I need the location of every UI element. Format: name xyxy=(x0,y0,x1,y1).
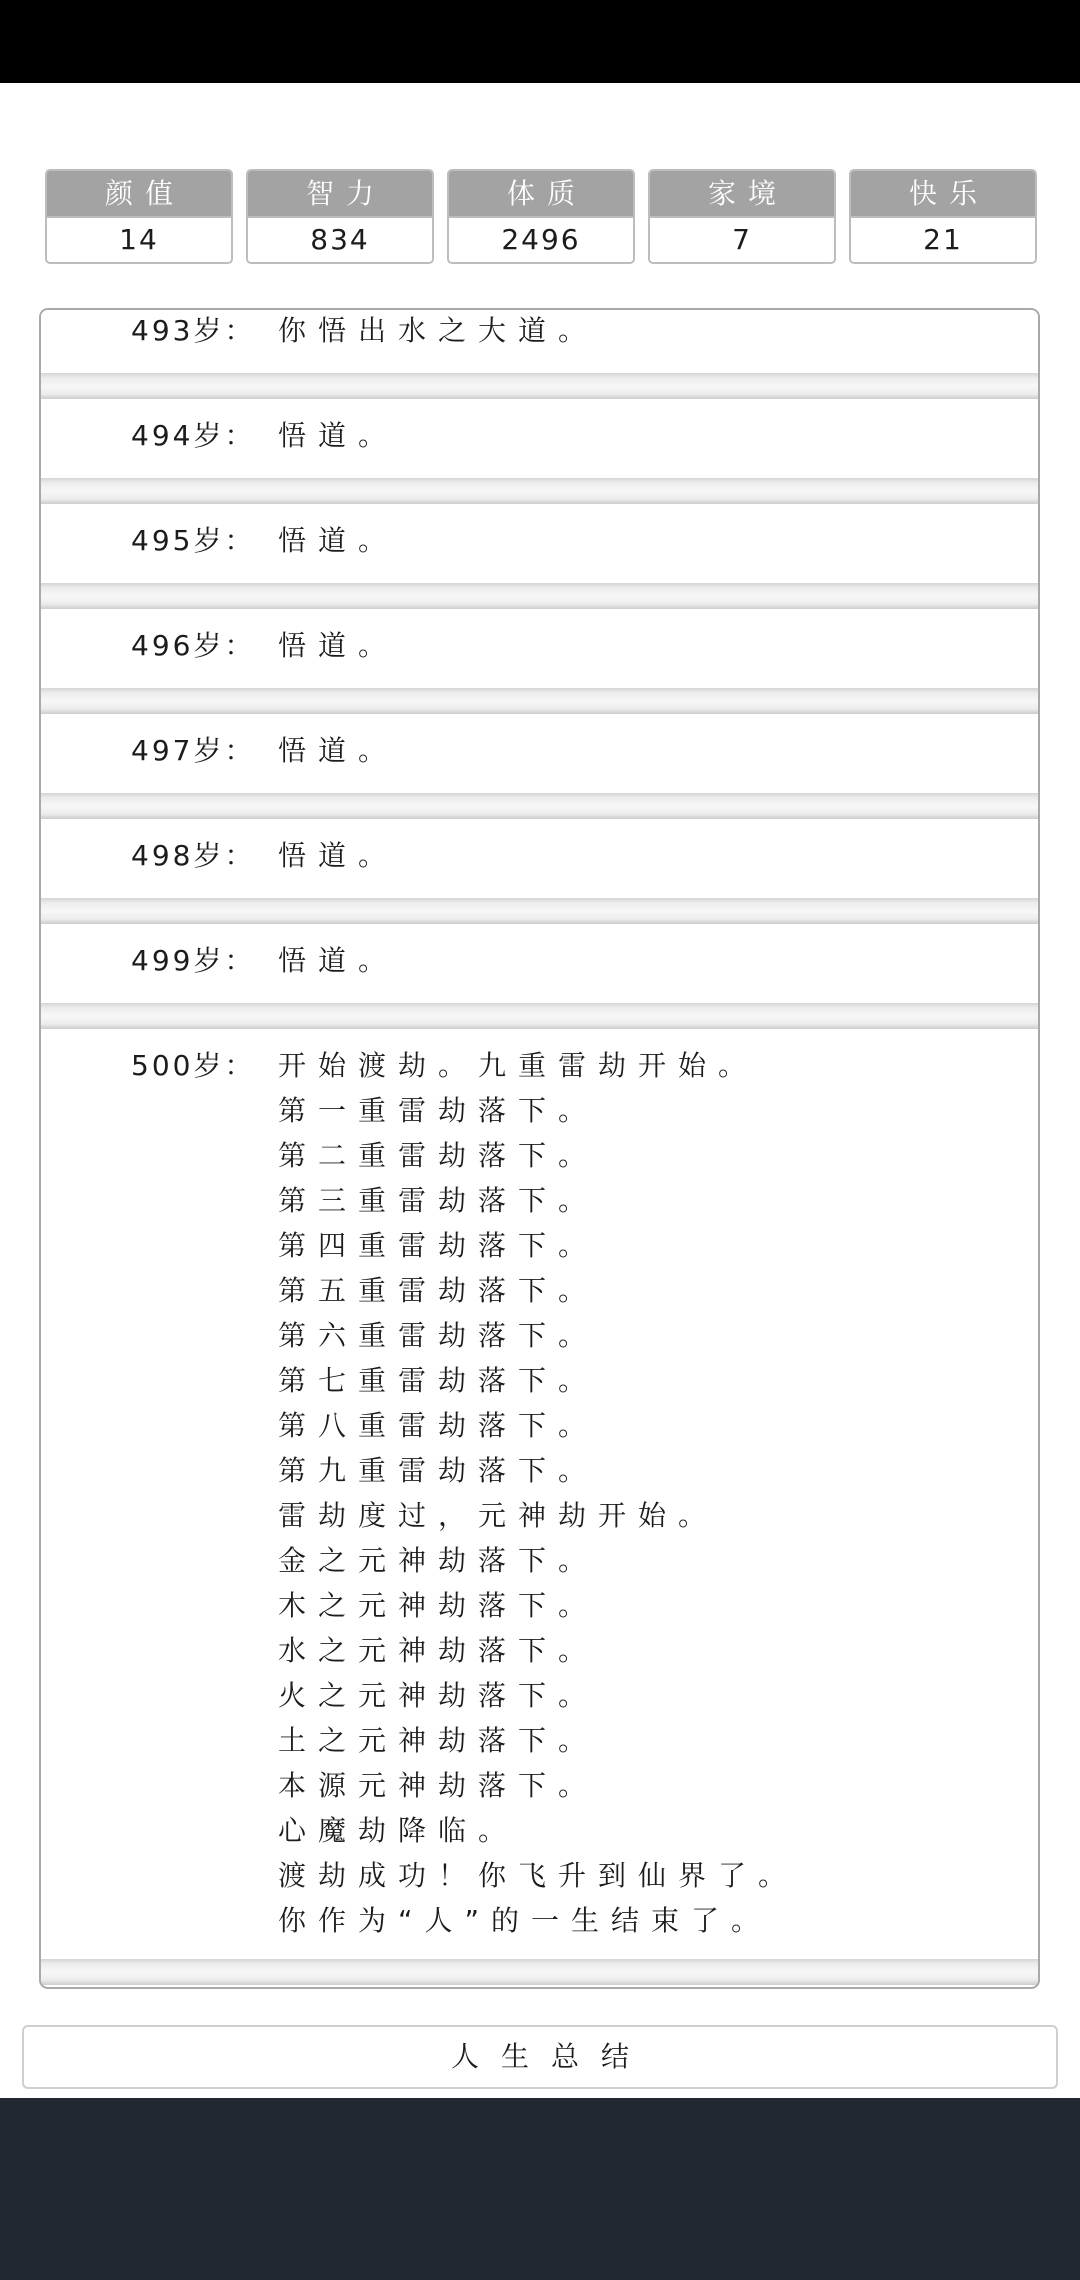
entry-text xyxy=(278,308,598,353)
entry-line: 第九重雷劫落下。 xyxy=(278,1454,599,1487)
entry-age: 497岁： xyxy=(131,734,256,767)
entry-line: 心魔劫降临。 xyxy=(278,1814,519,1847)
stat-value: 21 xyxy=(851,216,1035,262)
entry-age: 493岁： xyxy=(131,314,256,347)
navigation-bar xyxy=(0,2098,1080,2280)
entry-line: 水之元神劫落下。 xyxy=(278,1634,599,1667)
entry-text xyxy=(278,413,398,458)
log-entry xyxy=(41,714,1038,793)
entry-text xyxy=(278,833,398,878)
entry-age: 494岁： xyxy=(131,419,256,452)
log-entry xyxy=(41,819,1038,898)
attribute-panel xyxy=(45,169,1037,264)
entry-line: 你悟出水之大道。 xyxy=(278,314,599,347)
entry-line: 火之元神劫落下。 xyxy=(278,1679,599,1712)
life-log-scroll-area[interactable] xyxy=(39,308,1040,1989)
entry-age: 495岁： xyxy=(131,524,256,557)
log-entry xyxy=(41,609,1038,688)
entry-line: 第三重雷劫落下。 xyxy=(278,1184,599,1217)
stat-value: 14 xyxy=(47,216,231,262)
entry-line: 悟道。 xyxy=(278,839,399,872)
entry-line: 开始渡劫。九重雷劫开始。 xyxy=(278,1049,759,1082)
entry-line: 金之元神劫落下。 xyxy=(278,1544,599,1577)
entry-text xyxy=(278,518,398,563)
stat-constitution xyxy=(447,169,635,264)
log-entry xyxy=(41,1029,1038,1959)
stat-label: 快乐 xyxy=(851,171,1035,216)
log-entry xyxy=(41,504,1038,583)
entry-line: 本源元神劫落下。 xyxy=(278,1769,599,1802)
stat-value: 2496 xyxy=(449,216,633,262)
life-summary-button[interactable]: 人生总结 xyxy=(22,2025,1058,2089)
entry-line: 第八重雷劫落下。 xyxy=(278,1409,599,1442)
stat-label: 智力 xyxy=(248,171,432,216)
stat-happiness xyxy=(849,169,1037,264)
entry-age: 500岁： xyxy=(131,1049,256,1082)
entry-age: 496岁： xyxy=(131,629,256,662)
entry-line: 悟道。 xyxy=(278,944,399,977)
status-bar xyxy=(0,0,1080,83)
entry-divider xyxy=(41,478,1038,504)
stat-value: 7 xyxy=(650,216,834,262)
entry-line: 悟道。 xyxy=(278,419,399,452)
entry-divider xyxy=(41,793,1038,819)
entry-line: 第六重雷劫落下。 xyxy=(278,1319,599,1352)
entry-line: 第一重雷劫落下。 xyxy=(278,1094,599,1127)
life-log-list xyxy=(41,308,1038,1985)
entry-text xyxy=(278,728,398,773)
entry-text xyxy=(278,938,398,983)
entry-line: 土之元神劫落下。 xyxy=(278,1724,599,1757)
entry-age: 499岁： xyxy=(131,944,256,977)
entry-line: 第二重雷劫落下。 xyxy=(278,1139,599,1172)
stat-label: 体质 xyxy=(449,171,633,216)
log-entry xyxy=(41,399,1038,478)
entry-line: 悟道。 xyxy=(278,524,399,557)
entry-line: 悟道。 xyxy=(278,734,399,767)
stat-intelligence xyxy=(246,169,434,264)
entry-line: 渡劫成功！你飞升到仙界了。 xyxy=(278,1859,799,1892)
stat-family xyxy=(648,169,836,264)
entry-text xyxy=(278,1043,798,1943)
entry-line: 第五重雷劫落下。 xyxy=(278,1274,599,1307)
entry-divider xyxy=(41,373,1038,399)
entry-line: 悟道。 xyxy=(278,629,399,662)
stat-value: 834 xyxy=(248,216,432,262)
entry-line: 第四重雷劫落下。 xyxy=(278,1229,599,1262)
entry-age: 498岁： xyxy=(131,839,256,872)
entry-divider xyxy=(41,583,1038,609)
stat-label: 颜值 xyxy=(47,171,231,216)
entry-line: 雷劫度过，元神劫开始。 xyxy=(278,1499,719,1532)
entry-divider xyxy=(41,898,1038,924)
stat-label: 家境 xyxy=(650,171,834,216)
entry-text xyxy=(278,623,398,668)
entry-line: 第七重雷劫落下。 xyxy=(278,1364,599,1397)
entry-line: 木之元神劫落下。 xyxy=(278,1589,599,1622)
entry-line: 你作为“人”的一生结束了。 xyxy=(278,1904,772,1937)
log-entry xyxy=(41,924,1038,1003)
log-entry xyxy=(41,308,1038,373)
stat-appearance xyxy=(45,169,233,264)
entry-divider xyxy=(41,1003,1038,1029)
entry-divider xyxy=(41,688,1038,714)
entry-divider xyxy=(41,1959,1038,1985)
